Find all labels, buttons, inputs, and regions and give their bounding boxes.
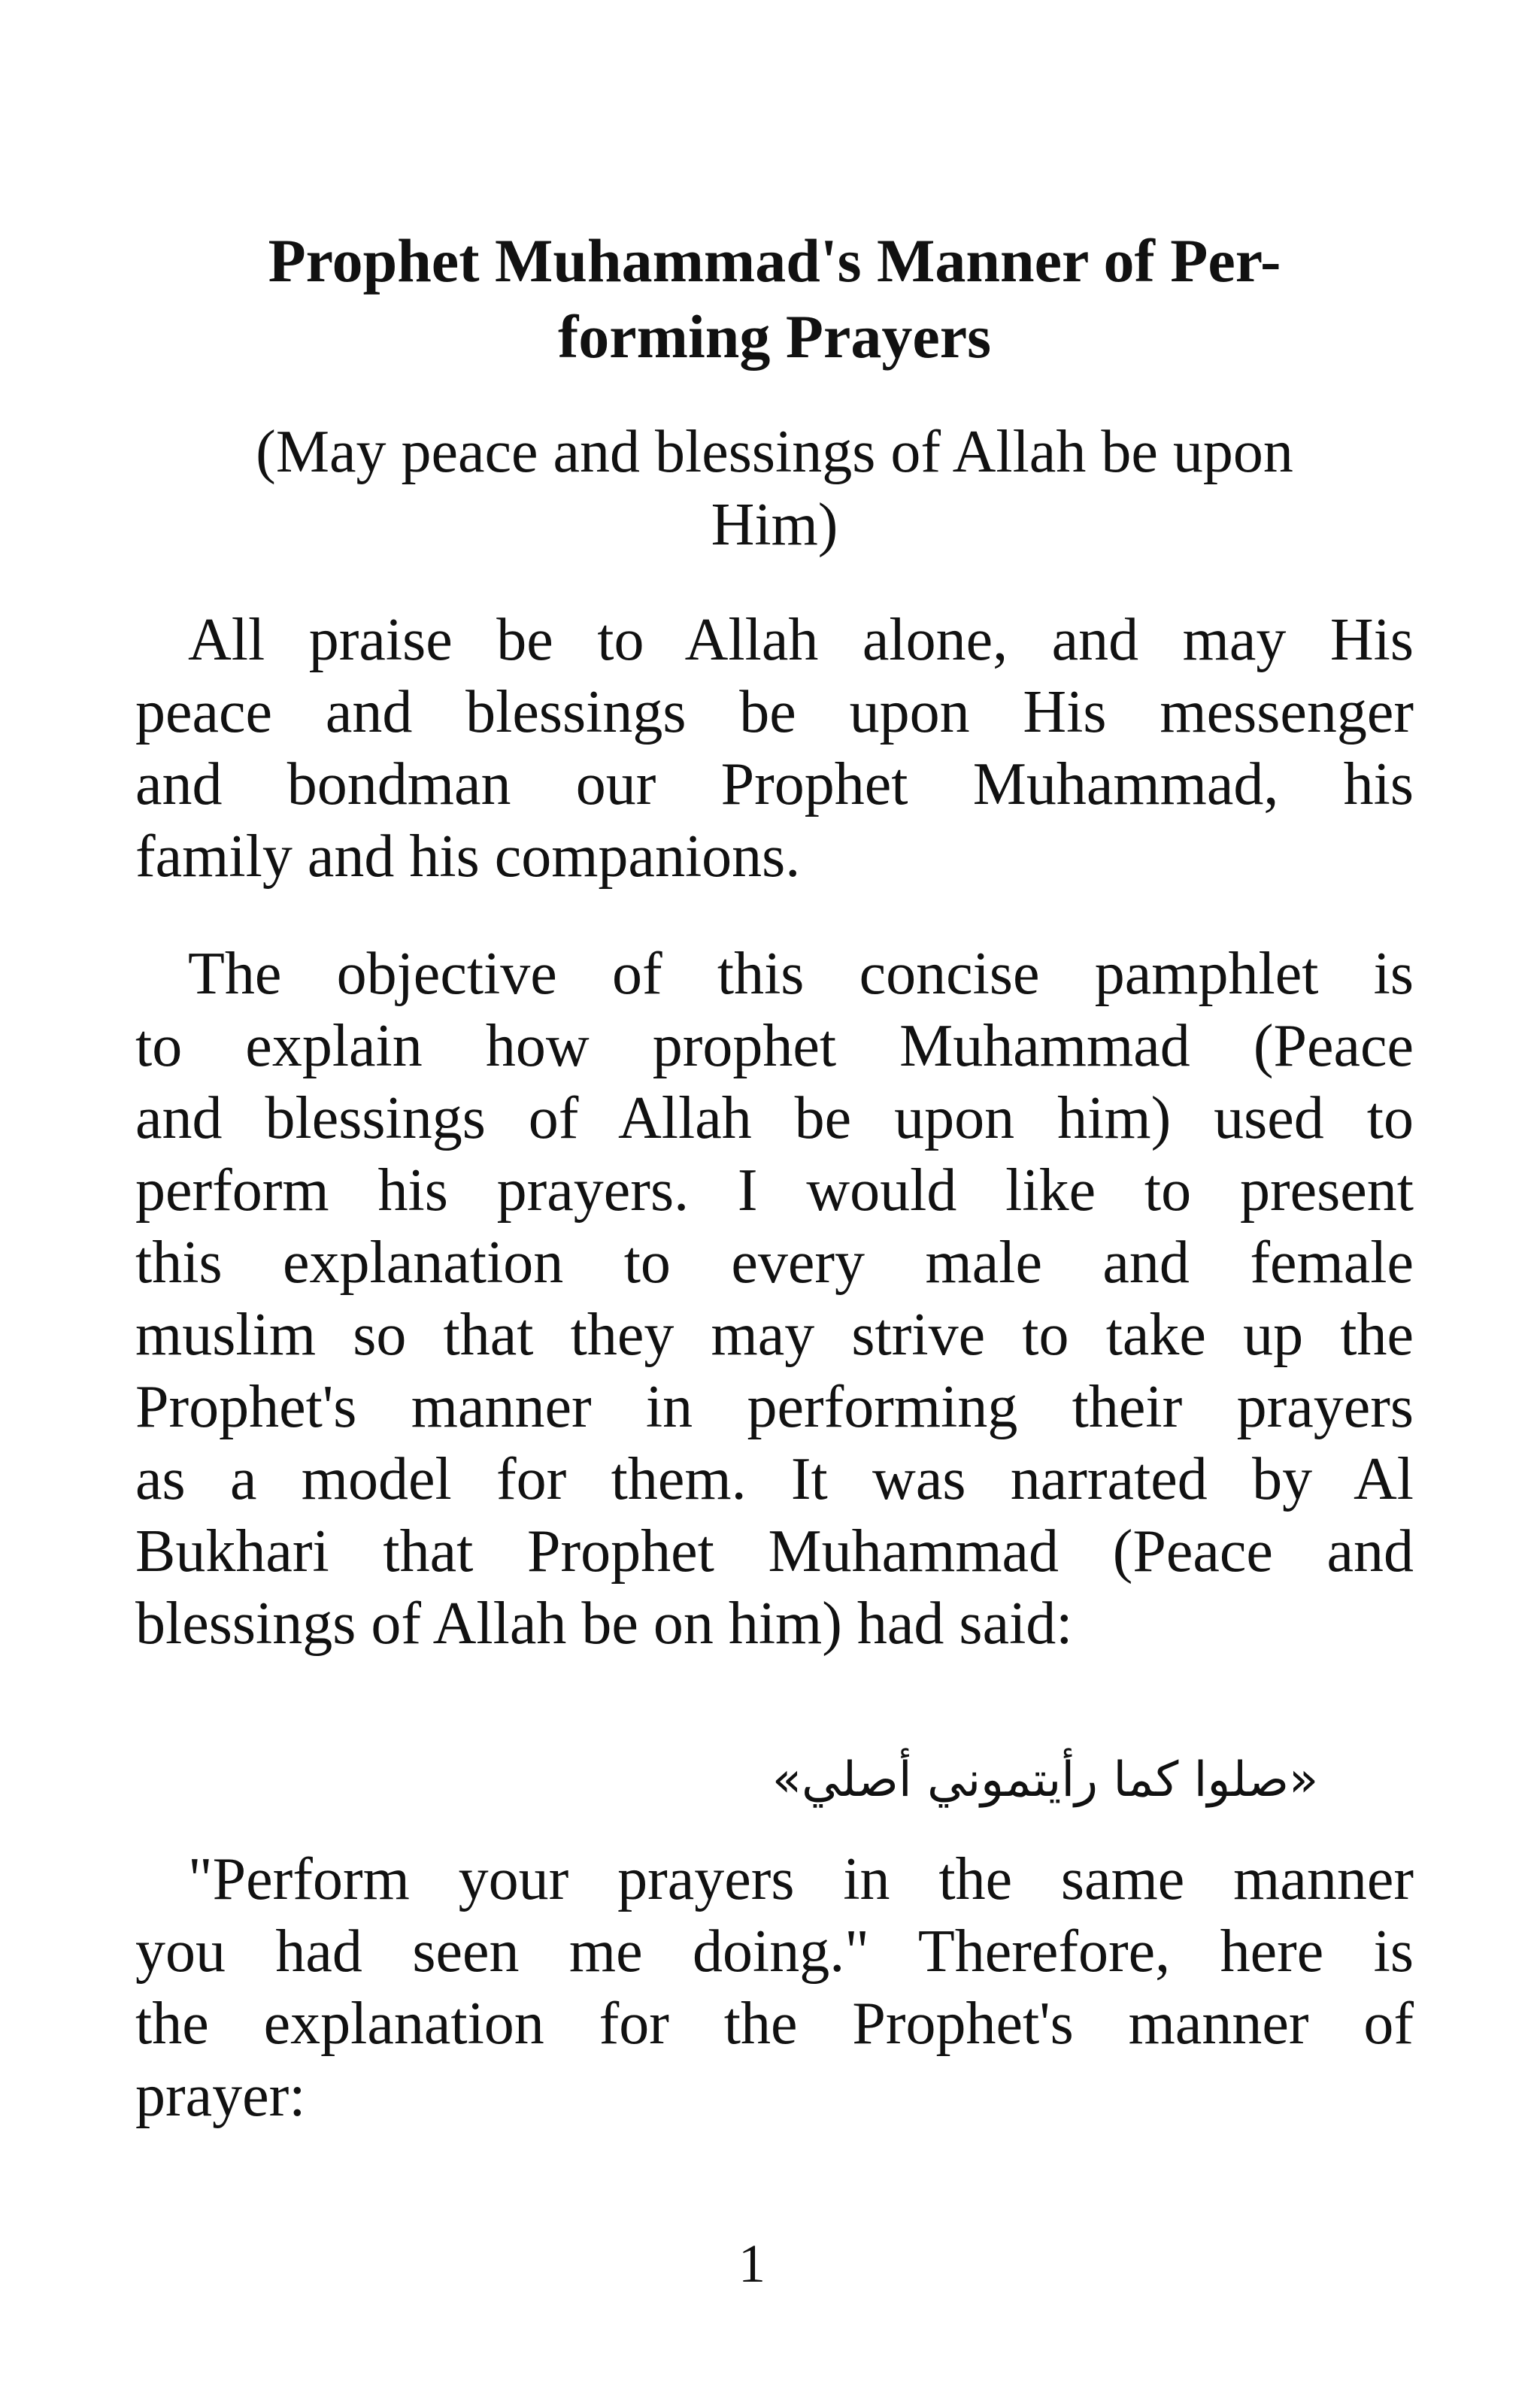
paragraph-1-line: All praise be to Allah alone, and may His [188,607,1414,673]
paragraph-2-line: The objective of this concise pamphlet is [188,941,1414,1007]
paragraph-3-line: prayer: [135,2063,306,2129]
paragraph-2-line: perform his prayers. I would like to present [135,1157,1414,1224]
paragraph-1-line: and bondman our Prophet Muhammad, his [135,751,1414,817]
paragraph-1-line: peace and blessings be upon His messenger [135,679,1414,745]
arabic-hadith-quote: «صلوا كما رأيتموني أصلي» [772,1752,1319,1808]
paragraph-3-line: you had seen me doing." Therefore, here is [135,1918,1414,1985]
paragraph-2-line: to explain how prophet Muhammad (Peace [135,1013,1414,1079]
paragraph-2-line: blessings of Allah be on him) had said: [135,1591,1073,1657]
subtitle-line-2: Him) [711,492,838,558]
subtitle-line-1: (May peace and blessings of Allah be upon [256,419,1293,485]
page-title-line-2: forming Prayers [557,302,992,371]
paragraph-2-line: as a model for them. It was narrated by Al [135,1446,1414,1512]
paragraph-1-line: family and his companions. [135,823,801,890]
paragraph-2-line: Prophet's manner in performing their prayers [135,1374,1414,1440]
page-title-line-1: Prophet Muhammad's Manner of Per- [268,226,1281,295]
page-number: 1 [738,2234,765,2294]
paragraph-3-line: "Perform your prayers in the same manner [188,1846,1414,1912]
paragraph-3-line: the explanation for the Prophet's manner of [135,1991,1414,2057]
paragraph-2-line: and blessings of Allah be upon him) used to [135,1085,1414,1151]
paragraph-2-line: muslim so that they may strive to take up the [135,1302,1414,1368]
paragraph-2-line: Bukhari that Prophet Muhammad (Peace and [135,1518,1414,1585]
paragraph-2-line: this explanation to every male and female [135,1230,1414,1296]
